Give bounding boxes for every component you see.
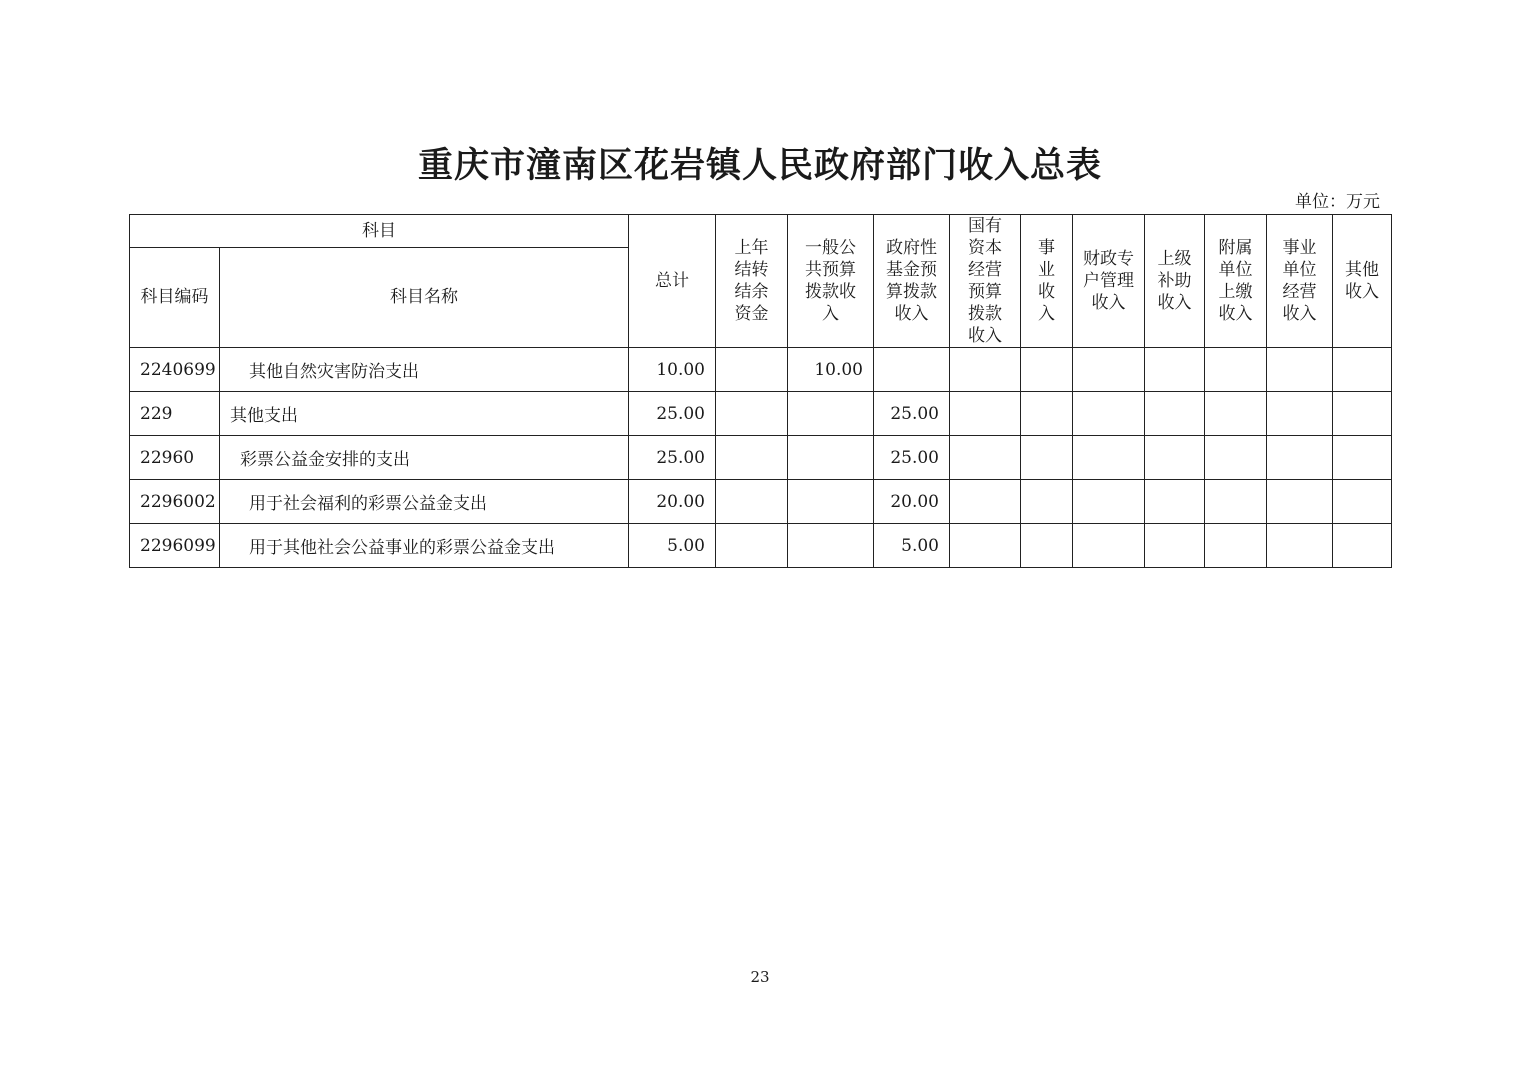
cell-operating: [1267, 524, 1333, 568]
cell-operating: [1267, 348, 1333, 392]
cell-superior-subsidy: [1145, 392, 1205, 436]
cell-code: 2296099: [130, 524, 220, 568]
cell-total: 25.00: [629, 436, 716, 480]
header-gov-fund: 政府性基金预算拨款收入: [874, 215, 950, 348]
cell-other: [1333, 480, 1392, 524]
cell-gov-fund: [874, 348, 950, 392]
cell-general-budget: [788, 480, 874, 524]
cell-state-capital: [950, 524, 1021, 568]
cell-gov-fund: 5.00: [874, 524, 950, 568]
cell-affiliated: [1205, 436, 1267, 480]
cell-fiscal-special: [1073, 348, 1145, 392]
cell-name: 其他支出: [220, 392, 629, 436]
cell-other: [1333, 392, 1392, 436]
cell-business: [1021, 392, 1073, 436]
cell-other: [1333, 348, 1392, 392]
header-operating: 事业单位经营收入: [1267, 215, 1333, 348]
cell-state-capital: [950, 392, 1021, 436]
cell-superior-subsidy: [1145, 436, 1205, 480]
cell-operating: [1267, 392, 1333, 436]
cell-business: [1021, 436, 1073, 480]
cell-carryover: [716, 348, 788, 392]
cell-carryover: [716, 480, 788, 524]
cell-code: 2240699: [130, 348, 220, 392]
table-row: [130, 436, 1392, 480]
cell-operating: [1267, 436, 1333, 480]
cell-fiscal-special: [1073, 436, 1145, 480]
cell-general-budget: [788, 392, 874, 436]
cell-superior-subsidy: [1145, 524, 1205, 568]
cell-business: [1021, 524, 1073, 568]
header-affiliated: 附属单位上缴收入: [1205, 215, 1267, 348]
cell-superior-subsidy: [1145, 348, 1205, 392]
cell-affiliated: [1205, 348, 1267, 392]
cell-code: 2296002: [130, 480, 220, 524]
cell-business: [1021, 480, 1073, 524]
cell-state-capital: [950, 480, 1021, 524]
header-total: 总计: [629, 215, 716, 348]
cell-general-budget: 10.00: [788, 348, 874, 392]
cell-other: [1333, 436, 1392, 480]
cell-name: 用于社会福利的彩票公益金支出: [220, 480, 629, 524]
cell-total: 5.00: [629, 524, 716, 568]
cell-fiscal-special: [1073, 392, 1145, 436]
cell-name: 彩票公益金安排的支出: [220, 436, 629, 480]
header-name: 科目名称: [220, 247, 629, 347]
cell-gov-fund: 20.00: [874, 480, 950, 524]
header-carryover: 上年结转结余资金: [716, 215, 788, 348]
cell-superior-subsidy: [1145, 480, 1205, 524]
cell-state-capital: [950, 348, 1021, 392]
cell-carryover: [716, 524, 788, 568]
cell-code: 22960: [130, 436, 220, 480]
table-row: [130, 392, 1392, 436]
header-code: 科目编码: [130, 247, 220, 347]
table-row: [130, 480, 1392, 524]
header-fiscal-special: 财政专户管理收入: [1073, 215, 1145, 348]
cell-general-budget: [788, 436, 874, 480]
page-title: 重庆市潼南区花岩镇人民政府部门收入总表: [417, 145, 1102, 186]
cell-fiscal-special: [1073, 524, 1145, 568]
cell-carryover: [716, 436, 788, 480]
header-general-budget: 一般公共预算拨款收入: [788, 215, 874, 348]
cell-total: 25.00: [629, 392, 716, 436]
unit-label: 单位：万元: [1295, 192, 1380, 212]
cell-other: [1333, 524, 1392, 568]
cell-gov-fund: 25.00: [874, 436, 950, 480]
cell-business: [1021, 348, 1073, 392]
cell-operating: [1267, 480, 1333, 524]
cell-fiscal-special: [1073, 480, 1145, 524]
table-row: [130, 348, 1392, 392]
header-business: 事业收入: [1021, 215, 1073, 348]
header-subject: 科目: [130, 215, 629, 248]
header-superior-subsidy: 上级补助收入: [1145, 215, 1205, 348]
table-row: [130, 524, 1392, 568]
cell-general-budget: [788, 524, 874, 568]
cell-gov-fund: 25.00: [874, 392, 950, 436]
cell-state-capital: [950, 436, 1021, 480]
income-summary-table: [129, 214, 1392, 568]
cell-affiliated: [1205, 392, 1267, 436]
page-number: 23: [750, 968, 770, 986]
cell-affiliated: [1205, 524, 1267, 568]
header-other: 其他收入: [1333, 215, 1392, 348]
cell-total: 10.00: [629, 348, 716, 392]
cell-name: 用于其他社会公益事业的彩票公益金支出: [220, 524, 629, 568]
cell-total: 20.00: [629, 480, 716, 524]
header-state-capital: 国有资本经营预算拨款收入: [950, 215, 1021, 348]
cell-affiliated: [1205, 480, 1267, 524]
cell-carryover: [716, 392, 788, 436]
cell-code: 229: [130, 392, 220, 436]
cell-name: 其他自然灾害防治支出: [220, 348, 629, 392]
